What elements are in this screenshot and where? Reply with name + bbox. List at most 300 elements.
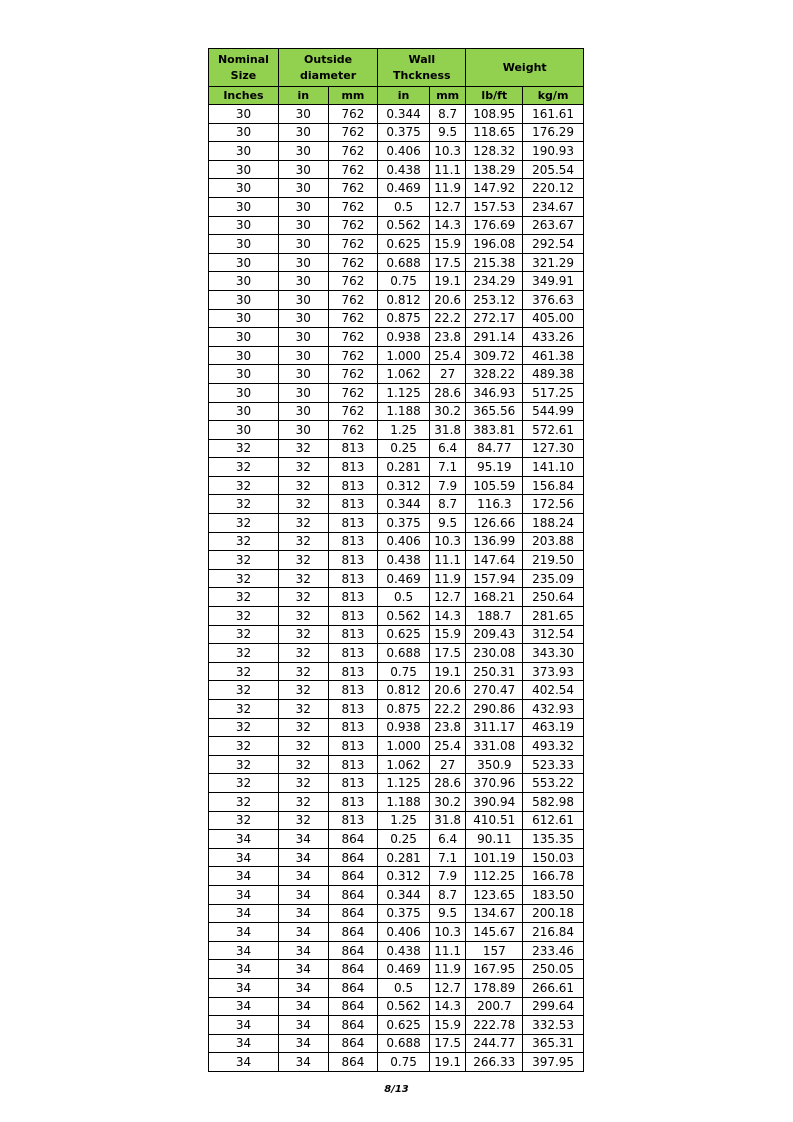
table-cell: 813 <box>328 476 378 495</box>
table-cell: 30 <box>278 365 328 384</box>
table-cell: 14.3 <box>429 997 465 1016</box>
table-cell: 30 <box>278 421 328 440</box>
table-row <box>209 1053 584 1072</box>
table-cell: 34 <box>278 960 328 979</box>
unit-header-cell: Inches <box>209 87 279 105</box>
table-cell: 813 <box>328 588 378 607</box>
table-cell: 523.33 <box>523 755 584 774</box>
table-cell: 25.4 <box>429 346 465 365</box>
table-cell: 813 <box>328 644 378 663</box>
table-cell: 34 <box>278 1053 328 1072</box>
table-cell: 12.7 <box>429 588 465 607</box>
table-cell: 32 <box>209 551 279 570</box>
table-cell: 32 <box>278 681 328 700</box>
table-cell: 0.438 <box>378 941 430 960</box>
table-cell: 0.312 <box>378 476 430 495</box>
table-cell: 321.29 <box>523 253 584 272</box>
table-cell: 11.9 <box>429 179 465 198</box>
unit-header-cell: mm <box>328 87 378 105</box>
table-cell: 250.64 <box>523 588 584 607</box>
table-row <box>209 105 584 124</box>
table-cell: 172.56 <box>523 495 584 514</box>
table-cell: 32 <box>209 774 279 793</box>
table-cell: 209.43 <box>466 625 523 644</box>
table-cell: 30 <box>209 123 279 142</box>
table-cell: 161.61 <box>523 105 584 124</box>
table-cell: 84.77 <box>466 439 523 458</box>
table-cell: 34 <box>278 941 328 960</box>
table-cell: 32 <box>278 495 328 514</box>
table-row <box>209 885 584 904</box>
table-cell: 200.7 <box>466 997 523 1016</box>
table-cell: 762 <box>328 365 378 384</box>
table-cell: 0.562 <box>378 216 430 235</box>
table-cell: 30 <box>209 290 279 309</box>
table-row <box>209 439 584 458</box>
table-row <box>209 290 584 309</box>
table-cell: 34 <box>209 941 279 960</box>
table-cell: 30 <box>278 253 328 272</box>
table-cell: 34 <box>209 923 279 942</box>
table-cell: 34 <box>278 830 328 849</box>
table-cell: 27 <box>429 365 465 384</box>
table-cell: 813 <box>328 755 378 774</box>
table-cell: 205.54 <box>523 160 584 179</box>
table-cell: 34 <box>278 885 328 904</box>
table-cell: 32 <box>209 644 279 663</box>
table-cell: 1.000 <box>378 737 430 756</box>
table-cell: 762 <box>328 142 378 161</box>
table-row <box>209 272 584 291</box>
table-cell: 10.3 <box>429 532 465 551</box>
table-cell: 30 <box>209 309 279 328</box>
table-cell: 328.22 <box>466 365 523 384</box>
table-cell: 30 <box>278 309 328 328</box>
table-cell: 32 <box>278 700 328 719</box>
table-cell: 17.5 <box>429 644 465 663</box>
table-cell: 134.67 <box>466 904 523 923</box>
table-row <box>209 235 584 254</box>
table-cell: 0.469 <box>378 569 430 588</box>
table-row <box>209 476 584 495</box>
table-cell: 220.12 <box>523 179 584 198</box>
table-row <box>209 532 584 551</box>
table-cell: 32 <box>278 607 328 626</box>
table-cell: 1.125 <box>378 774 430 793</box>
table-cell: 12.7 <box>429 978 465 997</box>
table-cell: 0.75 <box>378 1053 430 1072</box>
table-cell: 365.31 <box>523 1034 584 1053</box>
group-header-cell: Weight <box>466 49 584 87</box>
table-cell: 582.98 <box>523 792 584 811</box>
table-cell: 813 <box>328 625 378 644</box>
unit-header-cell: in <box>378 87 430 105</box>
table-cell: 762 <box>328 309 378 328</box>
table-cell: 34 <box>209 1016 279 1035</box>
table-cell: 0.406 <box>378 142 430 161</box>
table-cell: 864 <box>328 941 378 960</box>
table-cell: 291.14 <box>466 328 523 347</box>
table-cell: 234.67 <box>523 197 584 216</box>
table-cell: 612.61 <box>523 811 584 830</box>
table-cell: 19.1 <box>429 272 465 291</box>
table-cell: 762 <box>328 235 378 254</box>
table-row <box>209 421 584 440</box>
table-cell: 30 <box>278 216 328 235</box>
table-cell: 34 <box>209 867 279 886</box>
table-cell: 11.1 <box>429 160 465 179</box>
table-cell: 6.4 <box>429 830 465 849</box>
table-cell: 32 <box>209 439 279 458</box>
table-cell: 0.438 <box>378 551 430 570</box>
table-cell: 32 <box>209 495 279 514</box>
table-cell: 0.625 <box>378 625 430 644</box>
table-cell: 383.81 <box>466 421 523 440</box>
table-cell: 864 <box>328 867 378 886</box>
unit-header-cell: lb/ft <box>466 87 523 105</box>
table-cell: 190.93 <box>523 142 584 161</box>
table-cell: 864 <box>328 1053 378 1072</box>
table-cell: 1.25 <box>378 421 430 440</box>
table-cell: 32 <box>209 458 279 477</box>
table-cell: 23.8 <box>429 328 465 347</box>
table-cell: 11.9 <box>429 960 465 979</box>
table-cell: 309.72 <box>466 346 523 365</box>
table-cell: 813 <box>328 458 378 477</box>
table-cell: 136.99 <box>466 532 523 551</box>
table-cell: 108.95 <box>466 105 523 124</box>
table-cell: 30 <box>278 123 328 142</box>
table-cell: 135.35 <box>523 830 584 849</box>
table-cell: 0.281 <box>378 458 430 477</box>
table-row <box>209 1034 584 1053</box>
table-cell: 32 <box>278 774 328 793</box>
table-row <box>209 867 584 886</box>
table-cell: 0.469 <box>378 960 430 979</box>
table-cell: 32 <box>278 551 328 570</box>
table-cell: 0.938 <box>378 328 430 347</box>
table-cell: 350.9 <box>466 755 523 774</box>
table-row <box>209 625 584 644</box>
table-cell: 23.8 <box>429 718 465 737</box>
table-cell: 311.17 <box>466 718 523 737</box>
table-cell: 8.7 <box>429 885 465 904</box>
table-cell: 813 <box>328 607 378 626</box>
table-cell: 544.99 <box>523 402 584 421</box>
table-cell: 10.3 <box>429 142 465 161</box>
table-cell: 32 <box>209 625 279 644</box>
group-header-cell: Outside diameter <box>278 49 377 87</box>
table-cell: 390.94 <box>466 792 523 811</box>
table-cell: 30 <box>278 105 328 124</box>
table-cell: 272.17 <box>466 309 523 328</box>
table-cell: 32 <box>278 792 328 811</box>
table-cell: 8.7 <box>429 105 465 124</box>
table-row <box>209 978 584 997</box>
table-cell: 32 <box>209 588 279 607</box>
table-cell: 32 <box>209 737 279 756</box>
table-cell: 405.00 <box>523 309 584 328</box>
table-cell: 433.26 <box>523 328 584 347</box>
table-cell: 762 <box>328 216 378 235</box>
table-cell: 19.1 <box>429 662 465 681</box>
table-row <box>209 402 584 421</box>
table-cell: 0.406 <box>378 923 430 942</box>
table-cell: 32 <box>278 532 328 551</box>
table-cell: 188.7 <box>466 607 523 626</box>
table-cell: 0.375 <box>378 514 430 533</box>
table-cell: 32 <box>209 607 279 626</box>
table-cell: 11.1 <box>429 551 465 570</box>
table-row <box>209 160 584 179</box>
table-cell: 30 <box>209 272 279 291</box>
table-cell: 215.38 <box>466 253 523 272</box>
unit-header-cell: in <box>278 87 328 105</box>
table-cell: 30 <box>278 346 328 365</box>
table-cell: 156.84 <box>523 476 584 495</box>
table-cell: 762 <box>328 328 378 347</box>
table-row <box>209 792 584 811</box>
table-cell: 402.54 <box>523 681 584 700</box>
table-cell: 30 <box>209 216 279 235</box>
table-cell: 370.96 <box>466 774 523 793</box>
table-cell: 1.062 <box>378 755 430 774</box>
table-cell: 0.344 <box>378 885 430 904</box>
table-row <box>209 569 584 588</box>
table-cell: 0.625 <box>378 235 430 254</box>
table-cell: 376.63 <box>523 290 584 309</box>
table-cell: 864 <box>328 885 378 904</box>
table-cell: 292.54 <box>523 235 584 254</box>
table-cell: 14.3 <box>429 216 465 235</box>
table-cell: 864 <box>328 997 378 1016</box>
table-cell: 22.2 <box>429 700 465 719</box>
table-cell: 517.25 <box>523 383 584 402</box>
table-cell: 762 <box>328 290 378 309</box>
table-cell: 30 <box>209 179 279 198</box>
table-body <box>209 105 584 1072</box>
page-number: 8/13 <box>384 1084 409 1095</box>
group-header-row <box>209 49 584 87</box>
table-cell: 34 <box>209 848 279 867</box>
table-cell: 30 <box>209 421 279 440</box>
table-cell: 14.3 <box>429 607 465 626</box>
pipe-spec-table <box>208 48 584 1072</box>
table-cell: 32 <box>209 681 279 700</box>
table-cell: 0.406 <box>378 532 430 551</box>
table-cell: 176.29 <box>523 123 584 142</box>
table-cell: 141.10 <box>523 458 584 477</box>
table-cell: 235.09 <box>523 569 584 588</box>
table-cell: 34 <box>278 848 328 867</box>
table-header <box>209 49 584 105</box>
table-row <box>209 830 584 849</box>
table-cell: 19.1 <box>429 1053 465 1072</box>
table-cell: 32 <box>278 514 328 533</box>
table-cell: 332.53 <box>523 1016 584 1035</box>
unit-header-row <box>209 87 584 105</box>
table-cell: 30 <box>278 328 328 347</box>
table-cell: 25.4 <box>429 737 465 756</box>
table-cell: 176.69 <box>466 216 523 235</box>
table-cell: 200.18 <box>523 904 584 923</box>
table-row <box>209 216 584 235</box>
table-cell: 7.9 <box>429 867 465 886</box>
table-cell: 349.91 <box>523 272 584 291</box>
table-row <box>209 941 584 960</box>
table-cell: 32 <box>209 811 279 830</box>
table-cell: 34 <box>209 885 279 904</box>
table-cell: 270.47 <box>466 681 523 700</box>
table-row <box>209 365 584 384</box>
table-cell: 0.875 <box>378 309 430 328</box>
table-cell: 127.30 <box>523 439 584 458</box>
table-cell: 32 <box>278 439 328 458</box>
table-cell: 813 <box>328 532 378 551</box>
table-cell: 463.19 <box>523 718 584 737</box>
table-cell: 1.062 <box>378 365 430 384</box>
table-cell: 157.53 <box>466 197 523 216</box>
table-cell: 30 <box>278 383 328 402</box>
table-cell: 346.93 <box>466 383 523 402</box>
table-cell: 32 <box>209 662 279 681</box>
table-cell: 32 <box>209 476 279 495</box>
table-cell: 762 <box>328 253 378 272</box>
table-cell: 762 <box>328 160 378 179</box>
table-cell: 95.19 <box>466 458 523 477</box>
table-cell: 493.32 <box>523 737 584 756</box>
table-cell: 365.56 <box>466 402 523 421</box>
table-cell: 1.188 <box>378 792 430 811</box>
table-cell: 0.375 <box>378 904 430 923</box>
table-row <box>209 458 584 477</box>
table-cell: 30 <box>278 235 328 254</box>
table-cell: 864 <box>328 830 378 849</box>
table-cell: 17.5 <box>429 1034 465 1053</box>
table-cell: 266.33 <box>466 1053 523 1072</box>
table-cell: 312.54 <box>523 625 584 644</box>
table-cell: 0.5 <box>378 197 430 216</box>
table-row <box>209 644 584 663</box>
table-cell: 15.9 <box>429 235 465 254</box>
table-cell: 128.32 <box>466 142 523 161</box>
table-row <box>209 681 584 700</box>
table-cell: 331.08 <box>466 737 523 756</box>
table-cell: 101.19 <box>466 848 523 867</box>
table-cell: 123.65 <box>466 885 523 904</box>
table-row <box>209 960 584 979</box>
table-cell: 813 <box>328 737 378 756</box>
table-cell: 0.469 <box>378 179 430 198</box>
table-cell: 0.5 <box>378 978 430 997</box>
table-cell: 0.25 <box>378 439 430 458</box>
table-row <box>209 923 584 942</box>
table-cell: 864 <box>328 1034 378 1053</box>
table-cell: 0.344 <box>378 495 430 514</box>
table-row <box>209 774 584 793</box>
table-cell: 30 <box>209 383 279 402</box>
table-cell: 9.5 <box>429 514 465 533</box>
table-row <box>209 383 584 402</box>
table-cell: 216.84 <box>523 923 584 942</box>
table-cell: 762 <box>328 383 378 402</box>
table-cell: 0.5 <box>378 588 430 607</box>
table-row <box>209 142 584 161</box>
table-cell: 234.29 <box>466 272 523 291</box>
table-cell: 397.95 <box>523 1053 584 1072</box>
table-cell: 168.21 <box>466 588 523 607</box>
table-cell: 34 <box>278 867 328 886</box>
table-cell: 32 <box>278 625 328 644</box>
table-cell: 34 <box>209 1034 279 1053</box>
table-cell: 813 <box>328 681 378 700</box>
table-cell: 32 <box>209 514 279 533</box>
table-cell: 147.92 <box>466 179 523 198</box>
table-cell: 17.5 <box>429 253 465 272</box>
table-cell: 30 <box>209 142 279 161</box>
table-cell: 0.281 <box>378 848 430 867</box>
table-cell: 864 <box>328 923 378 942</box>
table-cell: 188.24 <box>523 514 584 533</box>
table-cell: 864 <box>328 1016 378 1035</box>
table-cell: 813 <box>328 495 378 514</box>
table-cell: 34 <box>209 960 279 979</box>
table-cell: 32 <box>278 755 328 774</box>
table-cell: 20.6 <box>429 681 465 700</box>
table-cell: 813 <box>328 439 378 458</box>
table-cell: 31.8 <box>429 421 465 440</box>
table-cell: 0.625 <box>378 1016 430 1035</box>
table-cell: 230.08 <box>466 644 523 663</box>
table-cell: 813 <box>328 514 378 533</box>
table-row <box>209 495 584 514</box>
table-cell: 105.59 <box>466 476 523 495</box>
table-cell: 32 <box>278 458 328 477</box>
table-cell: 0.812 <box>378 290 430 309</box>
table-cell: 762 <box>328 123 378 142</box>
table-cell: 233.46 <box>523 941 584 960</box>
table-cell: 343.30 <box>523 644 584 663</box>
table-cell: 32 <box>209 755 279 774</box>
table-cell: 203.88 <box>523 532 584 551</box>
table-cell: 145.67 <box>466 923 523 942</box>
table-cell: 813 <box>328 718 378 737</box>
table-cell: 7.1 <box>429 848 465 867</box>
table-cell: 266.61 <box>523 978 584 997</box>
table-cell: 0.688 <box>378 644 430 663</box>
table-cell: 0.688 <box>378 1034 430 1053</box>
table-cell: 222.78 <box>466 1016 523 1035</box>
table-cell: 166.78 <box>523 867 584 886</box>
table-cell: 34 <box>278 1034 328 1053</box>
table-row <box>209 179 584 198</box>
table-cell: 1.000 <box>378 346 430 365</box>
table-cell: 30 <box>209 402 279 421</box>
table-cell: 461.38 <box>523 346 584 365</box>
table-cell: 0.562 <box>378 607 430 626</box>
table-row <box>209 514 584 533</box>
table-row <box>209 253 584 272</box>
table-cell: 250.05 <box>523 960 584 979</box>
table-cell: 281.65 <box>523 607 584 626</box>
table-cell: 290.86 <box>466 700 523 719</box>
table-cell: 762 <box>328 272 378 291</box>
table-row <box>209 588 584 607</box>
table-cell: 27 <box>429 755 465 774</box>
table-cell: 34 <box>278 978 328 997</box>
table-cell: 253.12 <box>466 290 523 309</box>
group-header-cell: Wall Thckness <box>378 49 466 87</box>
